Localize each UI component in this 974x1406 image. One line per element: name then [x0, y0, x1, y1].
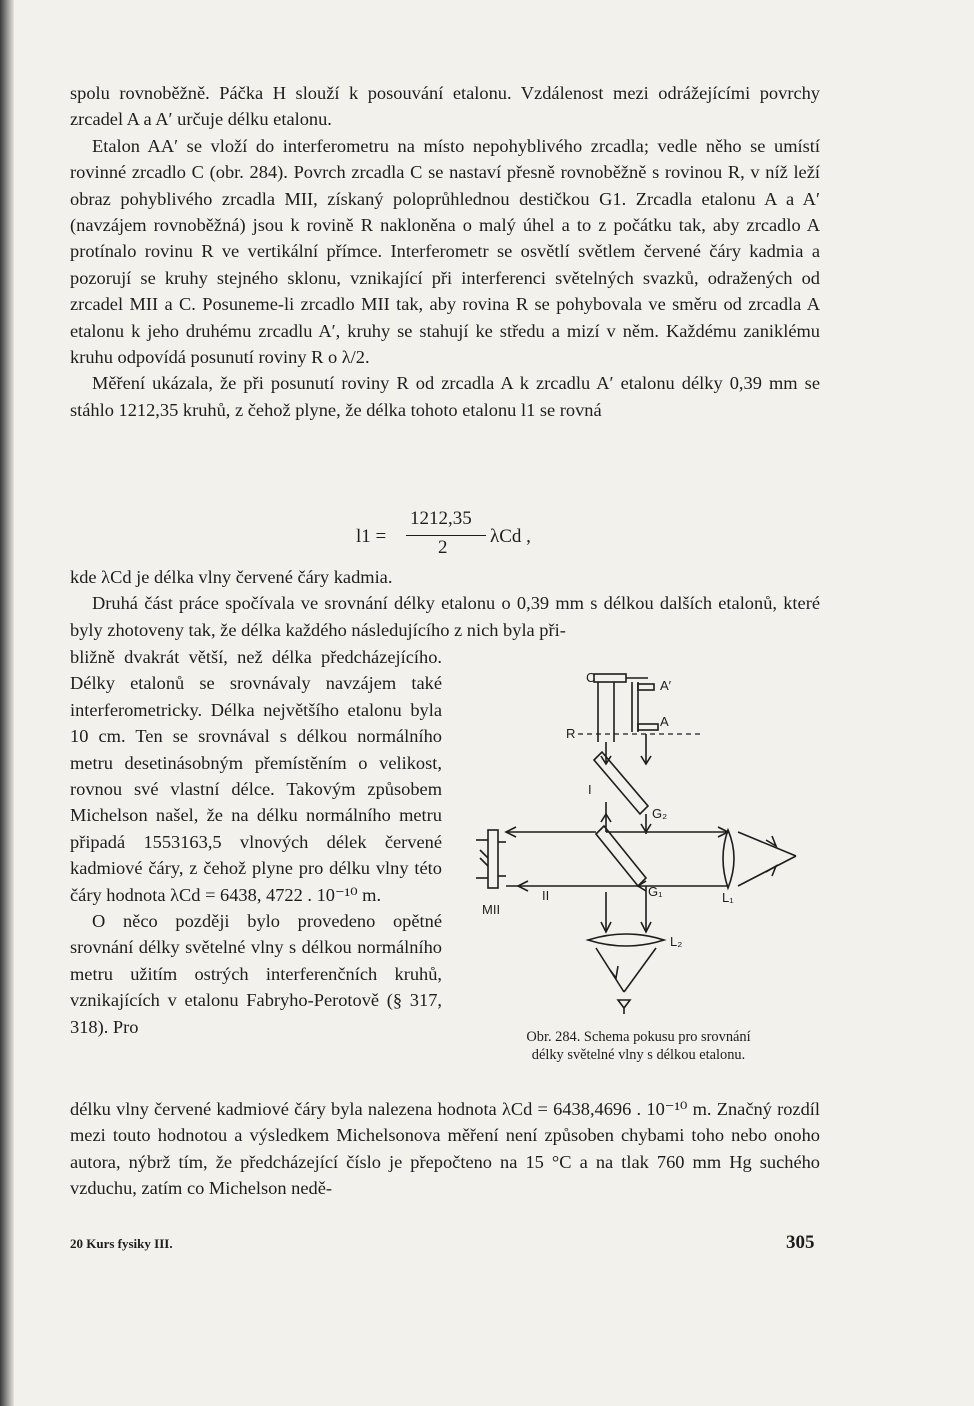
- lens-l2: [588, 934, 664, 946]
- label-g1: G₁: [648, 884, 663, 899]
- label-l2: L₂: [670, 934, 683, 949]
- plate-g1: [596, 826, 646, 886]
- label-ii: II: [542, 888, 550, 903]
- label-l1: L₁: [722, 890, 734, 905]
- interferometer-schema-figure: [466, 652, 826, 1022]
- paragraph-5-column: bližně dvakrát větší, než délka předcházejícího. Délky etalonů se srovnávaly navzájem také interferometricky. Délka největšího etalonu byla 10 cm. Ten se srovnával s délkou normálního metru desetinásobným přemístěním o velikost, rovnou své vlastní délce. Takovým způsobem Michelson našel, že na délku normálního metru připadá 1553163,5 vlnových délek červené kadmiové čáry, z čehož plyne pro délku vlny této čáry hodnota λCd = 6438, 4722 . 10⁻¹⁰ m.: [70, 647, 442, 905]
- left-column-text: [70, 644, 442, 1040]
- footer-signature: 20 Kurs fysiky III.: [70, 1236, 173, 1251]
- figure-caption: [466, 1028, 811, 1064]
- page-number: 305: [786, 1232, 815, 1253]
- label-g2: G₂: [652, 806, 668, 821]
- lens-l1: [723, 830, 734, 888]
- paragraph-5-top: Druhá část práce spočívala ve srovnání délky etalonu o 0,39 mm s délkou dalších etalonů, které byly zhotoveny tak, že délka každého následujícího z nich byla při-: [70, 593, 820, 640]
- formula-numerator: 1212,35: [410, 508, 472, 529]
- label-c: C: [586, 670, 596, 685]
- formula-denominator: 2: [438, 537, 448, 558]
- paragraph-6-column: O něco později bylo provedeno opětné srovnání délky světelné vlny s délkou normálního metru užitím ostrých interferenčních kruhů, vznikajících v etalonu Fabryho-Perotově (§ 317, 318). Pro: [70, 911, 442, 1037]
- formula-rhs: λCd ,: [490, 526, 531, 547]
- main-text-top: [70, 80, 820, 423]
- main-text-middle: [70, 564, 820, 643]
- paragraph-2: Etalon AA′ se vloží do interferometru na místo nepohyblivého zrcadla; vedle něho se umístí rovinné zrcadlo C (obr. 284). Povrch zrcadla C se nastaví přesně rovnoběžně s rovinou R, v níž leží obraz pohyblivého zrcadla MII, získaný poloprůhlednou destičkou G1. Zrcadla etalonu A a A′ (navzájem rovnoběžná) jsou k rovině R nakloněna o malý úhel a to z počátku tak, aby zrcadlo A protínalo rovinu R ve vertikální přímce. Interferometr se osvětlí světlem červené čáry kadmia a pozorují se kruhy stejného sklonu, vznikající při interferenci světelných svazků, odražených od zrcadel MII a C. Posuneme-li zrcadlo MII tak, aby rovina R se pohybovala ve směru od zrcadla A etalonu k jeho druhému zrcadlu A′, kruhy se stahují ke středu a mizí v něm. Každému zaniklému kruhu odpovídá posunutí roviny R o λ/2.: [70, 135, 820, 368]
- paragraph-3: Měření ukázala, že při posunutí roviny R od zrcadla A k zrcadlu A′ etalonu délky 0,39 mm se stáhlo 1212,35 kruhů, z čehož plyne, že délka tohoto etalonu l1 se rovná: [70, 373, 820, 420]
- label-i: I: [588, 782, 592, 797]
- formula-lhs: l1 =: [356, 526, 387, 547]
- mirror-mii: [488, 830, 498, 888]
- caption-line-1: Obr. 284. Schema pokusu pro srovnání: [526, 1029, 751, 1045]
- book-gutter-shadow: [0, 0, 14, 1406]
- caption-line-2: délky světelné vlny s délkou etalonu.: [531, 1047, 746, 1063]
- paragraph-4: kde λCd je délka vlny červené čáry kadmia.: [70, 567, 393, 587]
- main-text-bottom: [70, 1096, 820, 1202]
- paragraph-6-bottom: délku vlny červené kadmiové čáry byla nalezena hodnota λCd = 6438,4696 . 10⁻¹⁰ m. Značný rozdíl mezi touto hodnotou a výsledkem Michelsonova měření není způsoben chybami toho nebo onoho autora, nýbrž tím, že předcházející číslo je přepočteno na 15 °C a na tlak 760 mm Hg suchého vzduchu, zatím co Michelson nedě-: [70, 1099, 820, 1199]
- label-a: A: [660, 714, 669, 729]
- eye-icon: [618, 1000, 630, 1008]
- plate-g2: [594, 752, 648, 814]
- paragraph-1: spolu rovnoběžně. Páčka H slouží k posouvání etalonu. Vzdálenost mezi odrážejícími povrchy zrcadel A a A′ určuje délku etalonu.: [70, 83, 820, 130]
- label-mii: MII: [482, 902, 501, 917]
- formula-l1: [356, 508, 556, 568]
- label-r: R: [566, 726, 576, 741]
- label-a-prime: A′: [660, 678, 672, 693]
- mirror-c: [594, 674, 626, 682]
